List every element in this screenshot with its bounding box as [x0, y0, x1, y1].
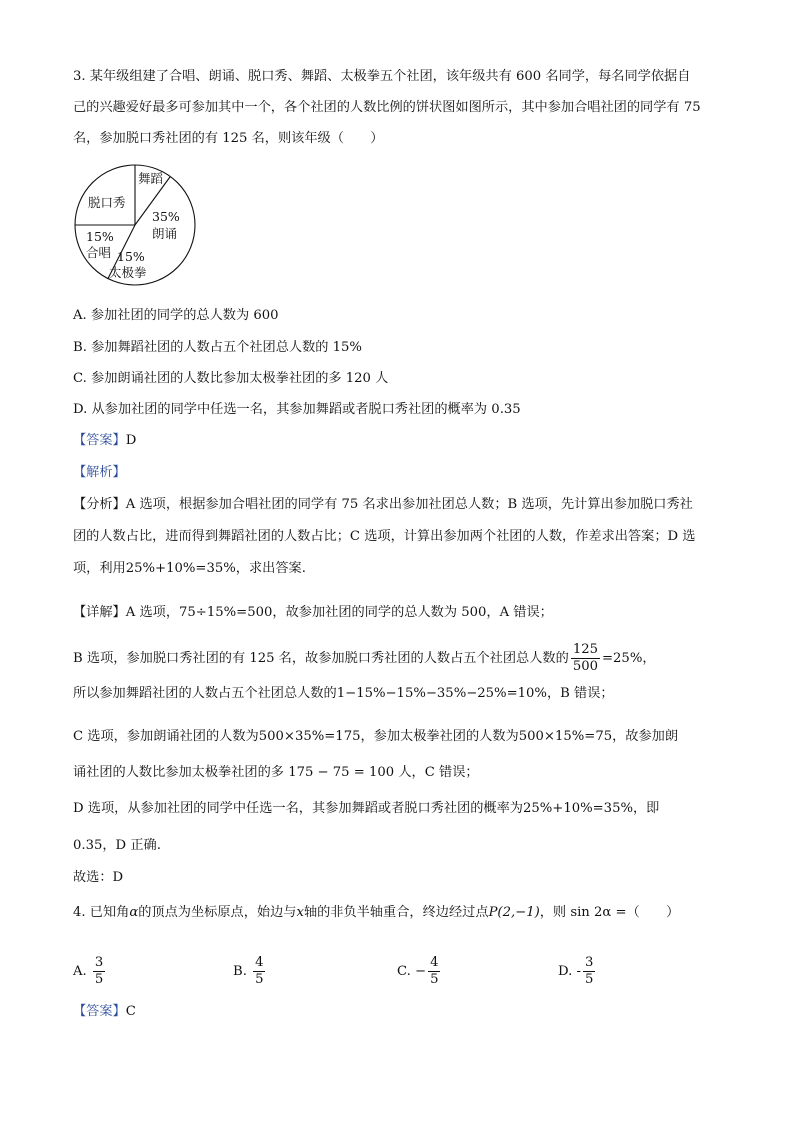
detail-line-c2: 诵社团的人数比参加太极拳社团的多 175 − 75 = 100 人，C 错误； [73, 765, 479, 780]
fraction-denominator: 5 [255, 972, 264, 987]
detail-c-text-2: ，参加太极拳社团的人数为 [360, 729, 519, 744]
fenxi-text-3a: 项，利用 [73, 561, 126, 576]
fraction-numerator: 125 [572, 642, 598, 657]
pie-label-recite-pct: 35% [152, 209, 180, 224]
pie-label-taichi: 太极拳 [109, 265, 147, 280]
fenxi-tag: 【分析】 [73, 497, 126, 512]
detail-c-formula-2: 500×15%=75 [518, 729, 613, 744]
q4-opt-b-label: B. [233, 964, 247, 979]
q3-stem-line-2: 己的兴趣爱好最多可参加其中一个，各个社团的人数比例的饼状图如图所示，其中参加合唱社团的同学有 75 [73, 100, 701, 115]
detail-b-formula: =25% [601, 651, 643, 666]
detail-d-text-2: ，即 [633, 801, 660, 816]
q4-opt-c-fraction [428, 955, 440, 988]
q4-option-a [73, 955, 107, 988]
detail-d-formula: 25%+10%=35% [522, 801, 633, 816]
pie-label-talk-show: 脱口秀 [88, 195, 126, 210]
q4-answer [73, 1002, 136, 1022]
fenxi-formula: 25%+10%=35% [125, 561, 236, 576]
answer-tag: 【答案】 [73, 433, 126, 448]
choose-line: 故选：D [73, 870, 124, 885]
detail-d-text-1: D 选项，从参加社团的同学中任选一名，其参加舞蹈或者脱口秀社团的概率为 [73, 801, 523, 816]
pie-label-taichi-pct: 15% [117, 249, 145, 264]
q4-stem-d: ，则 sin 2α =（ ） [539, 905, 680, 920]
q4-alpha: α [129, 905, 139, 920]
q4-option-c [397, 955, 442, 988]
analysis-tag: 【解析】 [73, 465, 126, 480]
fenxi-line-2: 团的人数占比，进而得到舞蹈社团的人数占比；C 选项，计算出参加两个社团的人数，作差求出答案；D 选 [73, 529, 696, 544]
q3-stem-line-3: 名，参加脱口秀社团的有 125 名，则该年级（ ） [73, 131, 384, 146]
q3-option-d: D. 从参加社团的同学中任选一名，其参加舞蹈或者脱口秀社团的概率为 0.35 [73, 402, 521, 417]
detail-c-text-3: ，故参加朗 [612, 729, 679, 744]
pie-label-recite: 朗诵 [152, 226, 178, 241]
q4-opt-c-label: C. [397, 964, 411, 979]
q4-option-d [558, 955, 597, 988]
fraction-numerator: 4 [255, 955, 264, 970]
answer-tag: 【答案】 [73, 1004, 126, 1019]
q4-stem-b: 的顶点为坐标原点，始边与 [138, 905, 297, 920]
q4-opt-d-sign: - [576, 964, 581, 979]
pie-chart [72, 163, 200, 287]
detail-line-b2 [73, 684, 614, 704]
detail-c-formula-1: 500×35%=175 [258, 729, 361, 744]
answer-value: D [125, 433, 137, 448]
q3-option-b: B. 参加舞蹈社团的人数占五个社团总人数的 15% [73, 340, 362, 355]
detail-a-text-2: ，故参加社团的同学的总人数为 500，A 错误； [272, 605, 553, 620]
pie-label-dance: 舞蹈 [138, 171, 164, 186]
q4-option-b [233, 955, 267, 988]
fenxi-text-1: A 选项，根据参加合唱社团的同学有 75 名求出参加社团总人数；B 选项，先计算出参加脱口秀社 [125, 497, 693, 512]
fraction-denominator: 5 [584, 972, 594, 987]
q4-opt-d-fraction [583, 955, 595, 988]
q4-stem-c: 轴的非负半轴重合，终边经过点 [303, 905, 489, 920]
q4-point: P(2,−1) [488, 905, 540, 920]
detail-a-text-1: A 选项， [125, 605, 180, 620]
q3-option-c: C. 参加朗诵社团的人数比参加太极拳社团的多 120 人 [73, 371, 389, 386]
q4-x: x [296, 905, 304, 920]
detail-c-text-1: C 选项，参加朗诵社团的人数为 [73, 729, 259, 744]
fraction-numerator: 4 [430, 955, 439, 970]
q4-opt-b-fraction [253, 955, 265, 988]
fenxi-text-3b: ，求出答案. [235, 561, 306, 576]
q4-stem-a: 4. 已知角 [73, 905, 130, 920]
detail-line-d [73, 799, 659, 819]
fraction-125-500 [571, 642, 600, 675]
q3-option-a: A. 参加社团的同学的总人数为 600 [73, 308, 279, 323]
detail-b-formula-2: 1−15%−15%−35%−25%=10% [336, 686, 547, 701]
fraction-denominator: 500 [572, 659, 598, 674]
detail-tag: 【详解】 [73, 605, 126, 620]
pie-label-choir-pct: 15% [86, 229, 114, 244]
q4-opt-d-label: D. [558, 964, 573, 979]
answer-value: C [125, 1004, 136, 1019]
q4-opt-c-sign: − [415, 964, 427, 979]
pie-label-choir: 合唱 [86, 245, 112, 260]
detail-line-b [73, 642, 656, 675]
detail-a-formula: 75÷15%=500 [179, 605, 273, 620]
q4-opt-a-label: A. [73, 964, 87, 979]
fraction-numerator: 3 [584, 955, 594, 970]
detail-line-d2: 0.35，D 正确. [73, 838, 161, 853]
detail-line-c [73, 727, 678, 747]
q4-stem [73, 903, 679, 923]
fenxi-line-3 [73, 559, 306, 579]
detail-line-a [73, 603, 553, 623]
fraction-numerator: 3 [94, 955, 104, 970]
detail-b-text-2: ， [642, 651, 656, 666]
detail-b-text-4: ，B 错误； [546, 686, 614, 701]
q3-answer [73, 431, 136, 451]
detail-b-text-1: B 选项，参加脱口秀社团的有 125 名，故参加脱口秀社团的人数占五个社团总人数的 [73, 651, 569, 666]
q4-opt-a-fraction [93, 955, 105, 988]
detail-b-text-3: 所以参加舞蹈社团的人数占五个社团总人数的 [73, 686, 337, 701]
fraction-denominator: 5 [94, 972, 104, 987]
fenxi-line-1 [73, 495, 693, 515]
fraction-denominator: 5 [430, 972, 439, 987]
q3-stem-line-1: 3. 某年级组建了合唱、朗诵、脱口秀、舞蹈、太极拳五个社团，该年级共有 600 名同学，每名同学依据自 [73, 69, 691, 84]
